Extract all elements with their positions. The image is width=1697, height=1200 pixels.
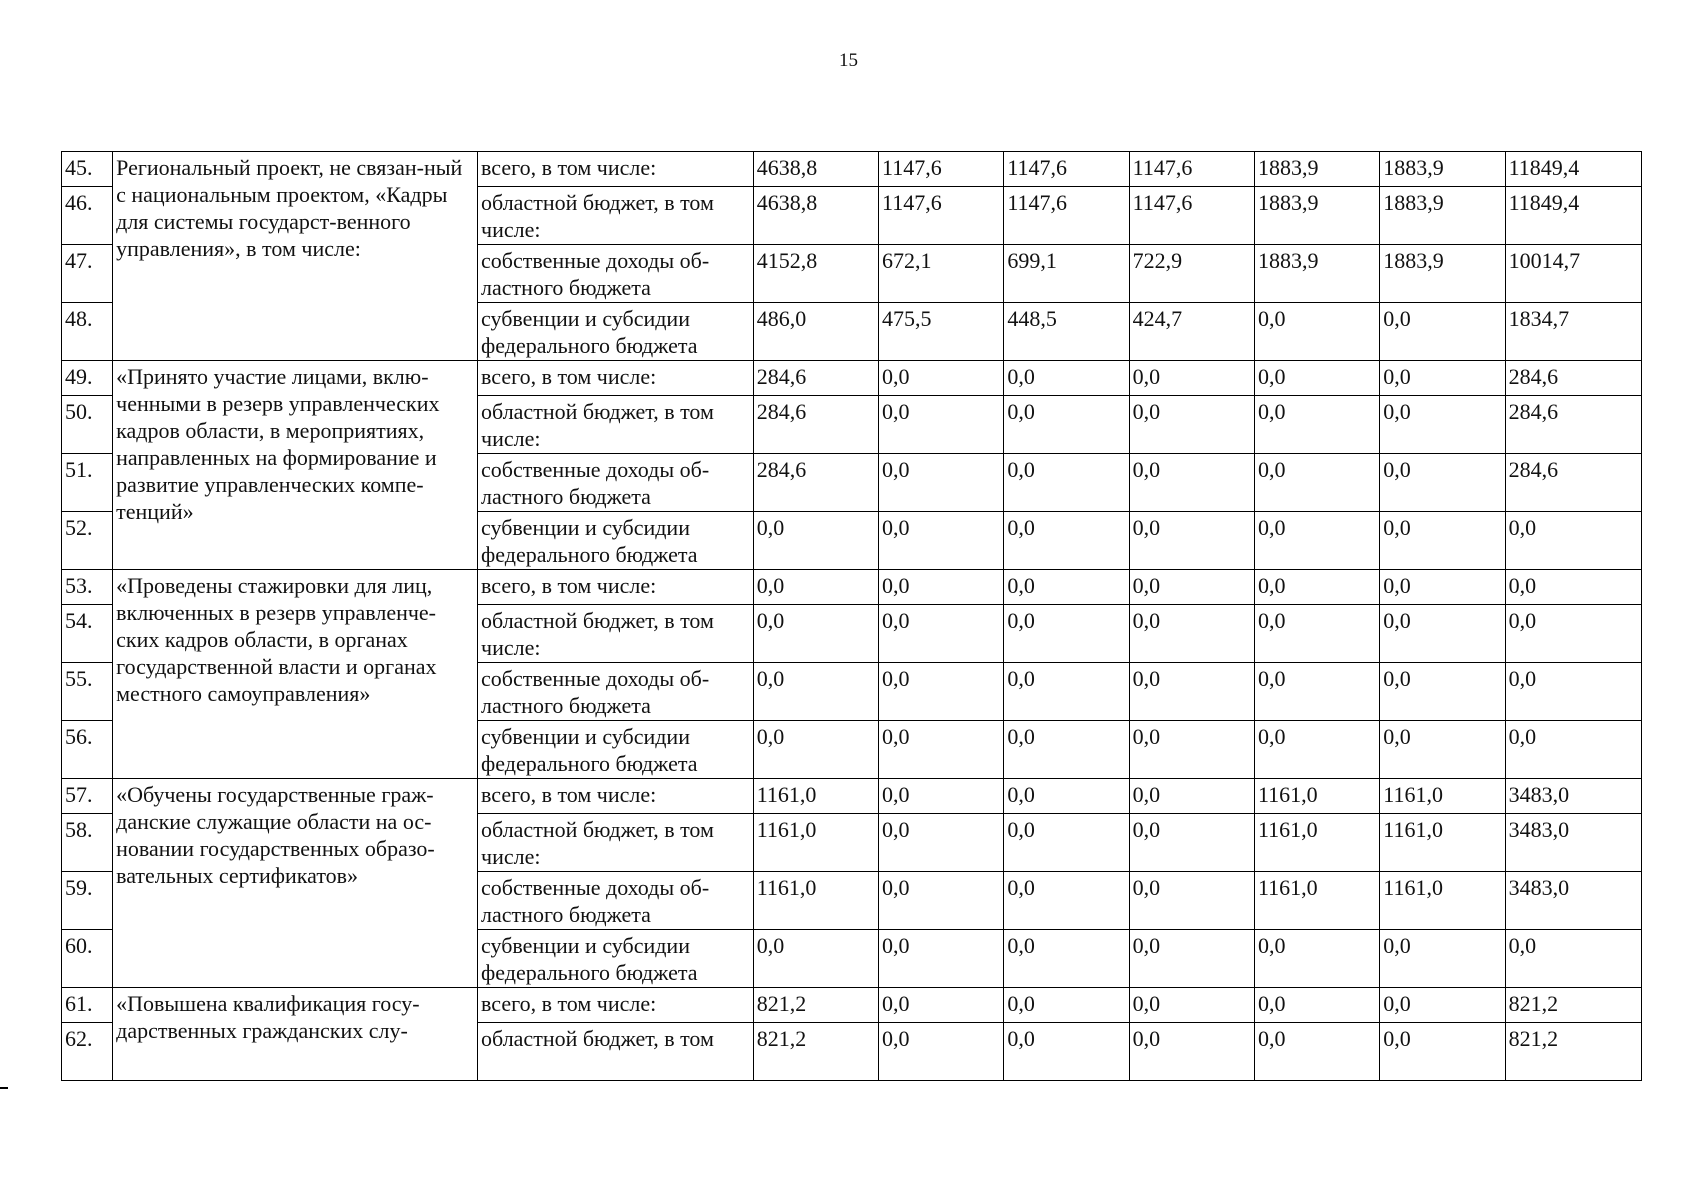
year-value: 0,0 — [1254, 454, 1379, 512]
year-value: 0,0 — [879, 512, 1004, 570]
year-value: 1883,9 — [1254, 187, 1379, 245]
year-value: 0,0 — [1254, 361, 1379, 396]
year-value: 1147,6 — [1129, 152, 1254, 187]
year-value: 0,0 — [1004, 396, 1129, 454]
row-number: 55. — [62, 663, 113, 721]
year-value: 0,0 — [1254, 396, 1379, 454]
year-value: 0,0 — [1004, 779, 1129, 814]
funding-source: субвенции и субсидии федерального бюджета — [478, 303, 754, 361]
year-value: 0,0 — [1129, 779, 1254, 814]
year-value: 0,0 — [879, 814, 1004, 872]
year-value: 1161,0 — [753, 814, 878, 872]
year-value: 0,0 — [1004, 454, 1129, 512]
year-value: 4638,8 — [753, 187, 878, 245]
row-number: 57. — [62, 779, 113, 814]
year-value: 0,0 — [1004, 814, 1129, 872]
year-value: 0,0 — [753, 512, 878, 570]
year-value: 0,0 — [1380, 396, 1505, 454]
item-description: «Проведены стажировки для лиц, включенных в резерв управленче-ских кадров области, в органах государственной власти и органах местного самоуправления» — [113, 570, 478, 779]
year-value: 0,0 — [879, 1023, 1004, 1081]
row-number: 61. — [62, 988, 113, 1023]
total-value: 11849,4 — [1505, 187, 1641, 245]
year-value: 1147,6 — [1004, 152, 1129, 187]
total-value: 821,2 — [1505, 1023, 1641, 1081]
year-value: 0,0 — [1129, 605, 1254, 663]
funding-source: субвенции и субсидии федерального бюджета — [478, 930, 754, 988]
year-value: 0,0 — [1129, 1023, 1254, 1081]
margin-mark — [0, 1087, 8, 1089]
year-value: 0,0 — [753, 930, 878, 988]
year-value: 0,0 — [1004, 721, 1129, 779]
total-value: 3483,0 — [1505, 872, 1641, 930]
year-value: 0,0 — [879, 930, 1004, 988]
budget-table-body — [62, 152, 1642, 1081]
year-value: 0,0 — [1004, 512, 1129, 570]
year-value: 0,0 — [1004, 1023, 1129, 1081]
year-value: 0,0 — [1254, 663, 1379, 721]
funding-source: областной бюджет, в том числе: — [478, 814, 754, 872]
year-value: 0,0 — [879, 361, 1004, 396]
total-value: 0,0 — [1505, 570, 1641, 605]
funding-source: всего, в том числе: — [478, 361, 754, 396]
row-number: 45. — [62, 152, 113, 187]
year-value: 0,0 — [1380, 1023, 1505, 1081]
year-value: 0,0 — [1254, 570, 1379, 605]
funding-source: собственные доходы об-ластного бюджета — [478, 872, 754, 930]
year-value: 0,0 — [1004, 872, 1129, 930]
year-value: 1883,9 — [1380, 152, 1505, 187]
year-value: 284,6 — [753, 454, 878, 512]
table-row — [62, 779, 1642, 814]
total-value: 3483,0 — [1505, 814, 1641, 872]
year-value: 0,0 — [1129, 814, 1254, 872]
item-description: Региональный проект, не связан-ный с национальным проектом, «Кадры для системы государст-венного управления», в том числе: — [113, 152, 478, 361]
year-value: 424,7 — [1129, 303, 1254, 361]
year-value: 0,0 — [879, 605, 1004, 663]
budget-table — [61, 151, 1642, 1081]
year-value: 0,0 — [1129, 396, 1254, 454]
year-value: 1147,6 — [1129, 187, 1254, 245]
year-value: 486,0 — [753, 303, 878, 361]
year-value: 0,0 — [753, 663, 878, 721]
total-value: 0,0 — [1505, 721, 1641, 779]
funding-source: областной бюджет, в том числе: — [478, 605, 754, 663]
year-value: 0,0 — [1004, 988, 1129, 1023]
year-value: 1883,9 — [1254, 152, 1379, 187]
total-value: 284,6 — [1505, 361, 1641, 396]
year-value: 1161,0 — [1380, 779, 1505, 814]
funding-source: субвенции и субсидии федерального бюджета — [478, 721, 754, 779]
year-value: 0,0 — [879, 721, 1004, 779]
year-value: 0,0 — [753, 721, 878, 779]
funding-source: всего, в том числе: — [478, 779, 754, 814]
year-value: 821,2 — [753, 988, 878, 1023]
year-value: 0,0 — [1380, 512, 1505, 570]
year-value: 1161,0 — [1380, 814, 1505, 872]
year-value: 0,0 — [1129, 454, 1254, 512]
row-number: 52. — [62, 512, 113, 570]
row-number: 62. — [62, 1023, 113, 1081]
row-number: 47. — [62, 245, 113, 303]
year-value: 0,0 — [1380, 454, 1505, 512]
year-value: 0,0 — [879, 396, 1004, 454]
year-value: 1161,0 — [1254, 814, 1379, 872]
funding-source: всего, в том числе: — [478, 570, 754, 605]
year-value: 0,0 — [1004, 605, 1129, 663]
funding-source: собственные доходы об-ластного бюджета — [478, 454, 754, 512]
total-value: 0,0 — [1505, 663, 1641, 721]
row-number: 53. — [62, 570, 113, 605]
table-row — [62, 361, 1642, 396]
year-value: 1147,6 — [1004, 187, 1129, 245]
year-value: 722,9 — [1129, 245, 1254, 303]
row-number: 58. — [62, 814, 113, 872]
year-value: 1161,0 — [1380, 872, 1505, 930]
table-row — [62, 988, 1642, 1023]
item-description: «Принято участие лицами, вклю-ченными в резерв управленческих кадров области, в мероприятиях, направленных на формирование и развитие управленческих компе-тенций» — [113, 361, 478, 570]
row-number: 56. — [62, 721, 113, 779]
year-value: 0,0 — [879, 570, 1004, 605]
year-value: 0,0 — [879, 454, 1004, 512]
year-value: 0,0 — [1129, 872, 1254, 930]
year-value: 0,0 — [1004, 930, 1129, 988]
total-value: 0,0 — [1505, 930, 1641, 988]
year-value: 4638,8 — [753, 152, 878, 187]
year-value: 0,0 — [1004, 361, 1129, 396]
year-value: 0,0 — [1254, 1023, 1379, 1081]
year-value: 0,0 — [1129, 663, 1254, 721]
year-value: 1147,6 — [879, 187, 1004, 245]
year-value: 0,0 — [1380, 303, 1505, 361]
year-value: 1161,0 — [1254, 779, 1379, 814]
funding-source: областной бюджет, в том числе: — [478, 187, 754, 245]
year-value: 0,0 — [1129, 721, 1254, 779]
year-value: 0,0 — [753, 605, 878, 663]
total-value: 821,2 — [1505, 988, 1641, 1023]
row-number: 48. — [62, 303, 113, 361]
year-value: 0,0 — [879, 872, 1004, 930]
row-number: 60. — [62, 930, 113, 988]
year-value: 0,0 — [1380, 721, 1505, 779]
year-value: 0,0 — [1254, 930, 1379, 988]
year-value: 284,6 — [753, 396, 878, 454]
row-number: 50. — [62, 396, 113, 454]
year-value: 699,1 — [1004, 245, 1129, 303]
year-value: 0,0 — [1129, 512, 1254, 570]
year-value: 1147,6 — [879, 152, 1004, 187]
year-value: 0,0 — [1129, 988, 1254, 1023]
total-value: 284,6 — [1505, 454, 1641, 512]
year-value: 0,0 — [1380, 663, 1505, 721]
funding-source: всего, в том числе: — [478, 988, 754, 1023]
year-value: 0,0 — [879, 779, 1004, 814]
year-value: 4152,8 — [753, 245, 878, 303]
year-value: 0,0 — [1380, 361, 1505, 396]
year-value: 1883,9 — [1380, 245, 1505, 303]
year-value: 1883,9 — [1380, 187, 1505, 245]
row-number: 51. — [62, 454, 113, 512]
funding-source: областной бюджет, в том — [478, 1023, 754, 1081]
year-value: 1161,0 — [1254, 872, 1379, 930]
table-row — [62, 570, 1642, 605]
year-value: 0,0 — [1129, 361, 1254, 396]
year-value: 0,0 — [753, 570, 878, 605]
row-number: 59. — [62, 872, 113, 930]
year-value: 284,6 — [753, 361, 878, 396]
year-value: 821,2 — [753, 1023, 878, 1081]
year-value: 0,0 — [1380, 605, 1505, 663]
year-value: 0,0 — [1380, 988, 1505, 1023]
total-value: 3483,0 — [1505, 779, 1641, 814]
total-value: 10014,7 — [1505, 245, 1641, 303]
total-value: 284,6 — [1505, 396, 1641, 454]
total-value: 1834,7 — [1505, 303, 1641, 361]
year-value: 0,0 — [879, 663, 1004, 721]
year-value: 448,5 — [1004, 303, 1129, 361]
year-value: 0,0 — [1254, 303, 1379, 361]
row-number: 46. — [62, 187, 113, 245]
year-value: 475,5 — [879, 303, 1004, 361]
funding-source: собственные доходы об-ластного бюджета — [478, 245, 754, 303]
funding-source: субвенции и субсидии федерального бюджета — [478, 512, 754, 570]
year-value: 0,0 — [1254, 988, 1379, 1023]
row-number: 49. — [62, 361, 113, 396]
year-value: 0,0 — [1380, 930, 1505, 988]
year-value: 0,0 — [1254, 512, 1379, 570]
year-value: 0,0 — [1004, 663, 1129, 721]
page-number: 15 — [839, 50, 858, 71]
year-value: 0,0 — [1254, 721, 1379, 779]
item-description: «Повышена квалификация госу-дарственных гражданских слу- — [113, 988, 478, 1081]
year-value: 672,1 — [879, 245, 1004, 303]
total-value: 0,0 — [1505, 512, 1641, 570]
funding-source: областной бюджет, в том числе: — [478, 396, 754, 454]
year-value: 1161,0 — [753, 779, 878, 814]
year-value: 0,0 — [1129, 570, 1254, 605]
year-value: 0,0 — [1004, 570, 1129, 605]
year-value: 0,0 — [1129, 930, 1254, 988]
funding-source: собственные доходы об-ластного бюджета — [478, 663, 754, 721]
year-value: 0,0 — [879, 988, 1004, 1023]
year-value: 1883,9 — [1254, 245, 1379, 303]
item-description: «Обучены государственные граж-данские служащие области на ос-новании государственных образо-вательных сертификатов» — [113, 779, 478, 988]
funding-source: всего, в том числе: — [478, 152, 754, 187]
total-value: 11849,4 — [1505, 152, 1641, 187]
table-row — [62, 152, 1642, 187]
row-number: 54. — [62, 605, 113, 663]
year-value: 0,0 — [1380, 570, 1505, 605]
year-value: 1161,0 — [753, 872, 878, 930]
total-value: 0,0 — [1505, 605, 1641, 663]
year-value: 0,0 — [1254, 605, 1379, 663]
